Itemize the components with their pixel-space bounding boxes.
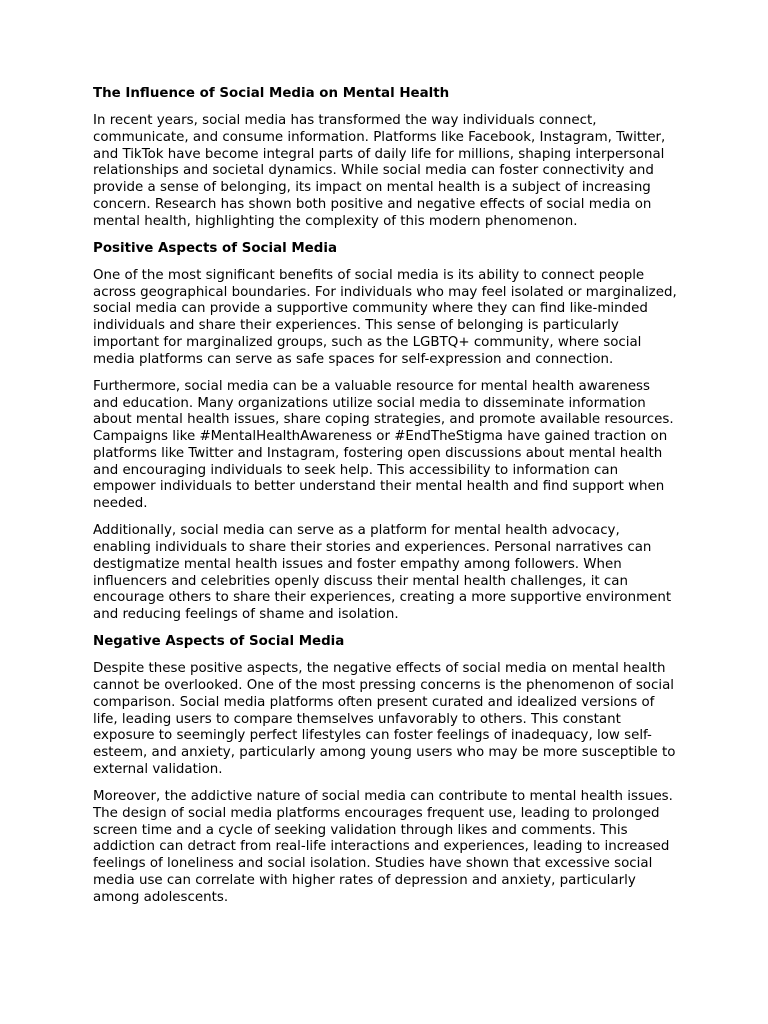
section-heading-negative: Negative Aspects of Social Media (93, 634, 345, 650)
paragraph: Furthermore, social media can be a valuable resource for mental health awareness and education. Many organizations utilize social media to disseminate information about mental health issues, share coping strategies, and promote available resources. Campaigns like #MentalHealthAwareness or #EndTheStigma have gained traction on platforms like Twitter and Instagram, fostering open discussions about mental health and encouraging individuals to seek help. This accessibility to information can empower individuals to better understand their mental health and find support when needed. (93, 378, 674, 512)
paragraph: One of the most significant benefits of social media is its ability to connect people across geographical boundaries. For individuals who may feel isolated or marginalized, social media can provide a supportive community where they can find like-minded individuals and share their experiences. This sense of belonging is particularly important for marginalized groups, such as the LGBTQ+ community, where social media platforms can serve as safe spaces for self-expression and connection. (93, 267, 677, 367)
section-heading-positive: Positive Aspects of Social Media (93, 240, 337, 256)
intro-paragraph: In recent years, social media has transformed the way individuals connect, communicate, and consume information. Platforms like Facebook, Instagram, Twitter, and TikTok have become integral parts of daily life for millions, shaping interpersonal relationships and societal dynamics. While social media can foster connectivity and provide a sense of belonging, its impact on mental health is a subject of increasing concern. Research has shown both positive and negative effects of social media on mental health, highlighting the complexity of this modern phenomenon. (93, 112, 666, 229)
paragraph: Additionally, social media can serve as a platform for mental health advocacy, enabling individuals to share their stories and experiences. Personal narratives can destigmatize mental health issues and foster empathy among followers. When influencers and celebrities openly discuss their mental health challenges, it can encourage others to share their experiences, creating a more supportive environment and reducing feelings of shame and isolation. (93, 523, 672, 623)
document-title: The Influence of Social Media on Mental Health (93, 86, 450, 101)
document-page (93, 86, 678, 917)
paragraph: Despite these positive aspects, the negative effects of social media on mental health cannot be overlooked. One of the most pressing concerns is the phenomenon of social comparison. Social media platforms often present curated and idealized versions of life, leading users to compare themselves unfavorably to others. This constant exposure to seemingly perfect lifestyles can foster feelings of inadequacy, low self-esteem, and anxiety, particularly among young users who may be more susceptible to external validation. (93, 661, 676, 777)
paragraph: Moreover, the addictive nature of social media can contribute to mental health issues. The design of social media platforms encourages frequent use, leading to prolonged screen time and a cycle of seeking validation through likes and comments. This addiction can detract from real-life interactions and experiences, leading to increased feelings of loneliness and social isolation. Studies have shown that excessive social media use can correlate with higher rates of depression and anxiety, particularly among adolescents. (93, 788, 673, 905)
